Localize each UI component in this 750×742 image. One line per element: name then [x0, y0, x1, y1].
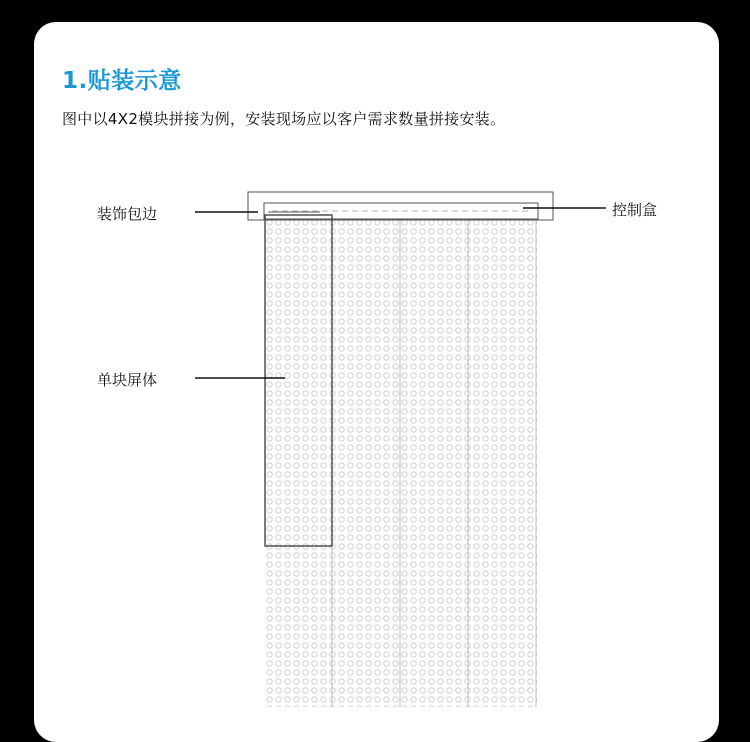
control-box-label: 控制盒	[612, 201, 658, 219]
trim-label: 装饰包边	[97, 205, 158, 223]
section-title: 1.贴装示意	[62, 68, 182, 94]
section-description: 图中以4X2模块拼接为例，安装现场应以客户需求数量拼接安装。	[62, 110, 506, 128]
screen-mesh-area	[265, 214, 537, 707]
single-panel-label: 单块屏体	[97, 371, 158, 389]
